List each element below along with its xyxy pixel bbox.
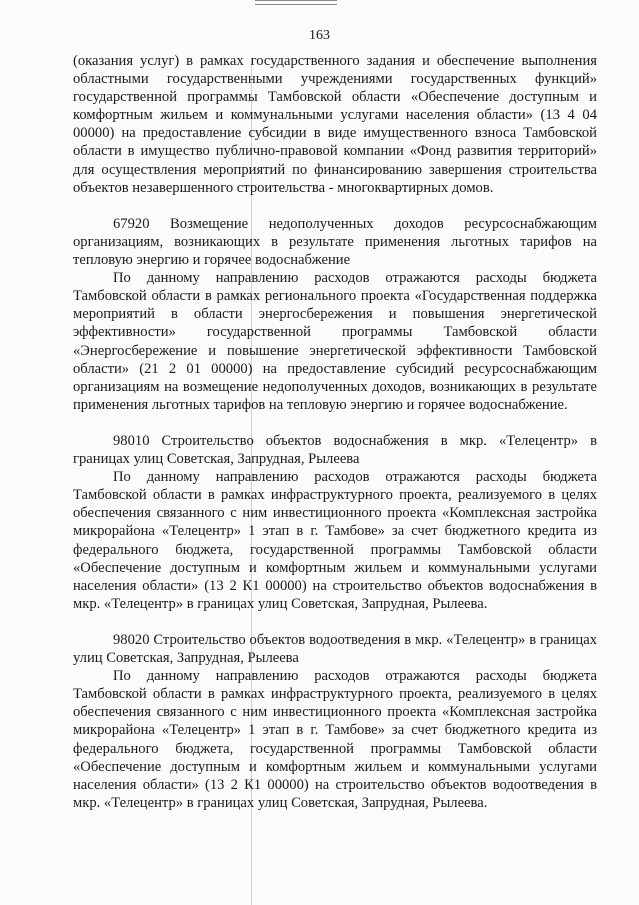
scan-artifact-top — [255, 0, 337, 5]
document-body — [73, 52, 597, 812]
paragraph-continuation: (оказания услуг) в рамках государственного задания и обеспечение выполнения областными государственными учреждениями государственных функций» государственной программы Тамбовской области «Обеспечение доступным и комфортным жильем и коммунальными услугами населения области» (13 4 04 00000) на предоставление субсидии в виде имущественного взноса Тамбовской области в имущество публично-правовой компании «Фонд развития территорий» для осуществления мероприятий по финансированию завершения строительства объектов незавершенного строительства - многоквартирных домов. — [73, 53, 597, 196]
section-body-98020: По данному направлению расходов отражаются расходы бюджета Тамбовской области в рамках инфраструктурного проекта, реализуемого в целях обеспечения связанного с ним инвестиционного проекта «Комплексная застройка микрорайона «Телецентр» 1 этап в г. Тамбове» за счет бюджетного кредита из федерального бюджета, государственной программы Тамбовской области «Обеспечение доступным и комфортным жильем и коммунальными услугами населения области» (13 2 К1 00000) на строительство объектов водоотведения в мкр. «Телецентр» в границах улиц Советская, Запрудная, Рылеева. — [73, 668, 597, 811]
section-heading-98020: 98020 Строительство объектов водоотведения в мкр. «Телецентр» в границах улиц Советская, Запрудная, Рылеева — [73, 632, 597, 667]
section-heading-98010: 98010 Строительство объектов водоснабжения в мкр. «Телецентр» в границах улиц Советская, Запрудная, Рылеева — [73, 432, 597, 468]
page-number: 163 — [309, 28, 330, 43]
section-heading-67920: 67920 Возмещение недополученных доходов ресурсоснабжающим организациям, возникающих в результате применения льготных тарифов на тепловую энергию и горячее водоснабжение — [73, 215, 597, 269]
section-body-67920: По данному направлению расходов отражаются расходы бюджета Тамбовской области в рамках регионального проекта «Государственная поддержка мероприятий в области энергосбережения и повышения энергетической эффективности» государственной программы Тамбовской области «Энергосбережение и повышение энергетической эффективности Тамбовской области» (21 2 01 00000) на предоставление субсидий ресурсоснабжающим организациям на возмещение недополученных доходов, возникающих в результате применения льготных тарифов на тепловую энергию и горячее водоснабжение. — [73, 270, 597, 413]
section-body-98010: По данному направлению расходов отражаются расходы бюджета Тамбовской области в рамках инфраструктурного проекта, реализуемого в целях обеспечения связанного с ним инвестиционного проекта «Комплексная застройка микрорайона «Телецентр» 1 этап в г. Тамбове» за счет бюджетного кредита из федерального бюджета, государственной программы Тамбовской области «Обеспечение доступным и комфортным жильем и коммунальными услугами населения области» (13 2 К1 00000) на строительство объектов водоснабжения в мкр. «Телецентр» в границах улиц Советская, Запрудная, Рылеева. — [73, 469, 597, 612]
